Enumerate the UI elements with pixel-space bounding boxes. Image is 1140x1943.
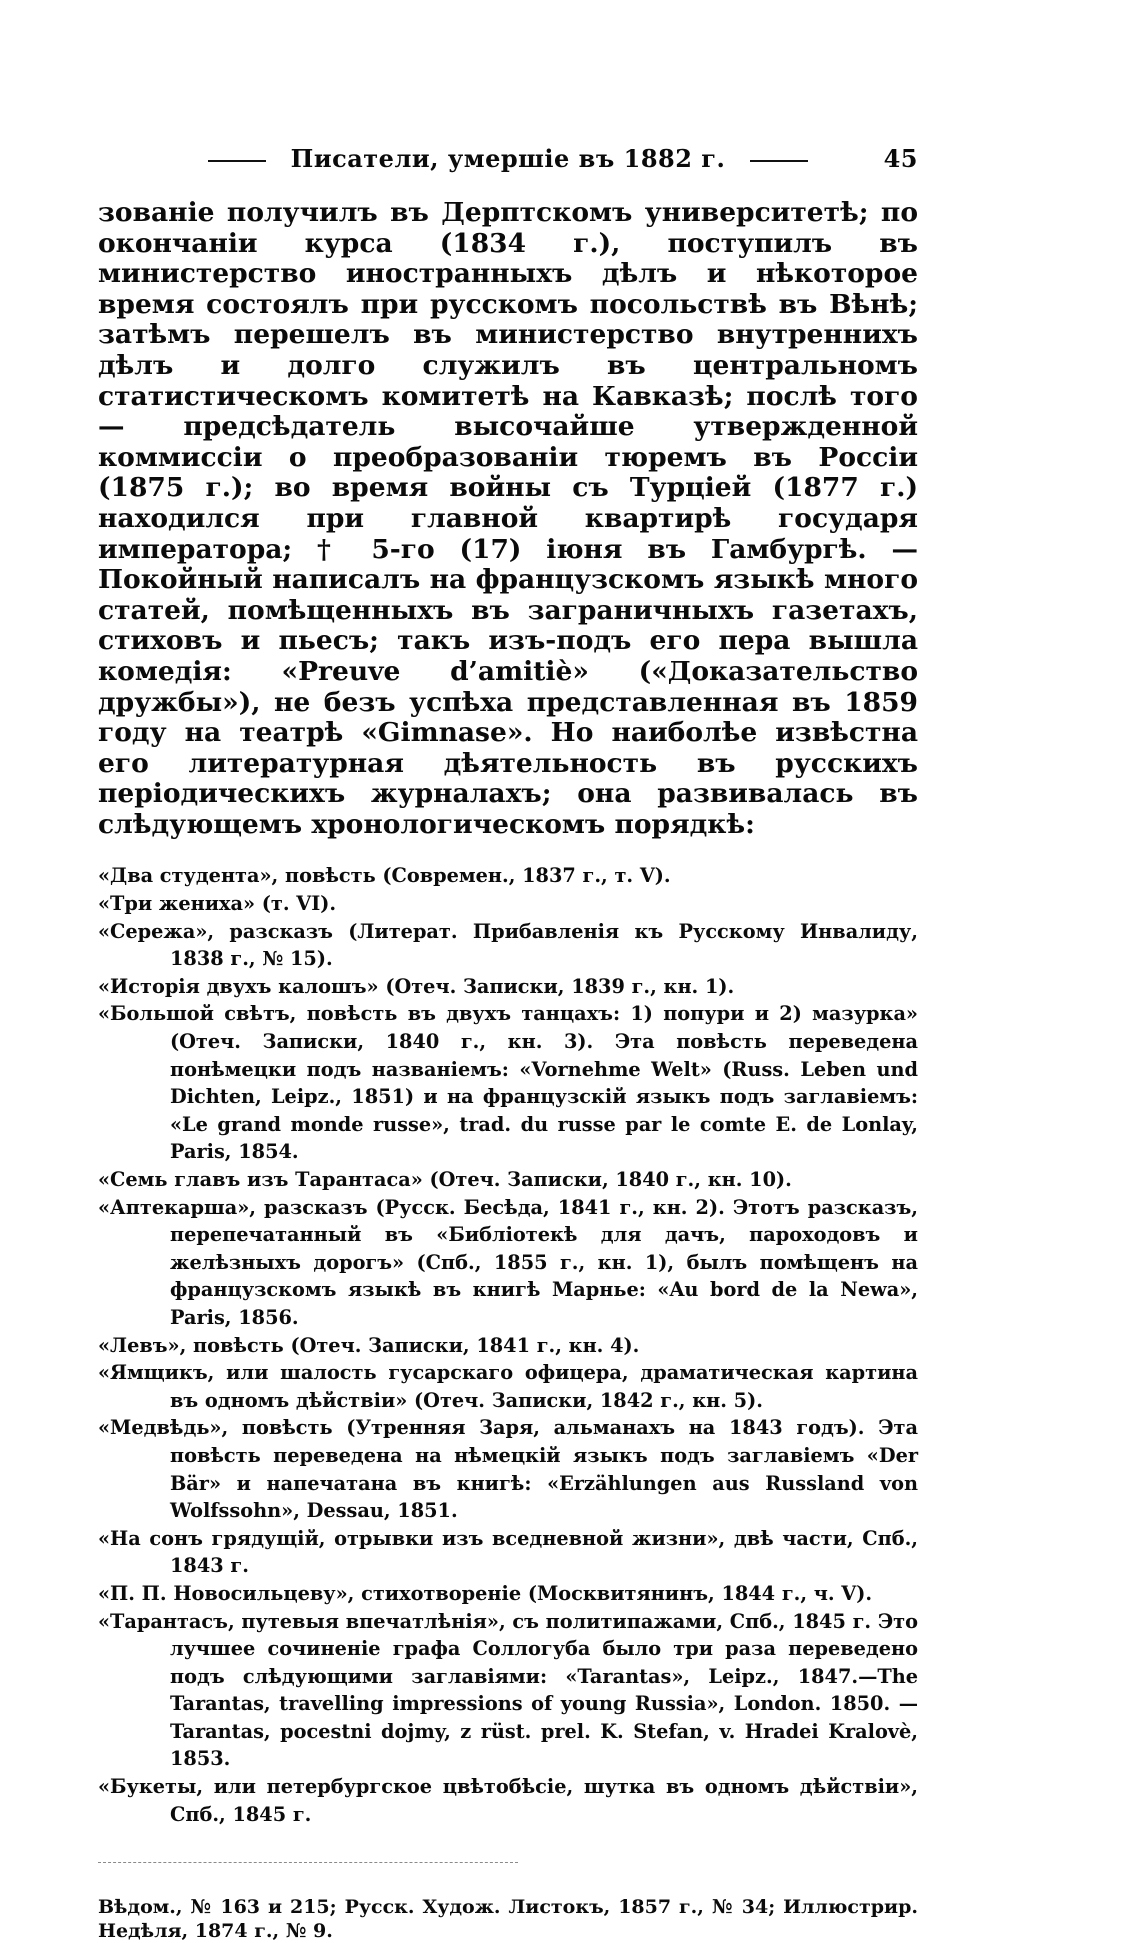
bibliography-entry: «Ямщикъ, или шалость гусарскаго офицера, драматическая картина въ одномъ дѣйствіи» (Отеч. Записки, 1842 г., кн. 5). [98, 1361, 918, 1412]
main-text [98, 198, 918, 840]
bibliography-list [98, 862, 918, 1828]
page-number: 45 [883, 144, 918, 173]
bibliography-entry: «Большой свѣтъ, повѣсть въ двухъ танцахъ: 1) попури и 2) мазурка» (Отеч. Записки, 1840 г., кн. 3). Эта повѣсть переведена понѣмецки подъ названіемъ: «Vornehme Welt» (Russ. Leben und Dichten, Leipz., 1851) и на французскій языкъ подъ заглавіемъ: «Le grand monde russe», trad. du russe par le comte E. de Lonlay, Paris, 1854. [98, 1002, 918, 1164]
bibliography-entry: «Медвѣдь», повѣсть (Утренняя Заря, альманахъ на 1843 годъ). Эта повѣсть переведена на нѣмецкій языкъ подъ заглавіемъ «Der Bär» и напечатана въ книгѣ: «Erzählungen aus Russland von Wolfssohn», Dessau, 1851. [98, 1416, 918, 1523]
running-header [98, 144, 918, 180]
bibliography-entry: «Три жениха» (т. VI). [98, 892, 337, 916]
bibliography-entry: «Семь главъ изъ Тарантаса» (Отеч. Записки, 1840 г., кн. 10). [98, 1168, 792, 1191]
bibliography-entry: «Исторія двухъ калошъ» (Отеч. Записки, 1839 г., кн. 1). [98, 974, 735, 998]
bibliography-entry: «Аптекарша», разсказъ (Русск. Бесѣда, 1841 г., кн. 2). Этотъ разсказъ, перепечатанный въ «Библіотекѣ для дачъ, пароходовъ и желѣзныхъ дорогъ» (Спб., 1855 г., кн. 1), былъ помѣщенъ на французскомъ языкѣ въ книгѣ Марнье: «Au bord de la Newa», Paris, 1856. [98, 1195, 918, 1329]
body-paragraph: зованіе получилъ въ Дерптскомъ университетѣ; по окончаніи курса (1834 г.), поступилъ въ министерство иностранныхъ дѣлъ и нѣкоторое время состоялъ при русскомъ посольствѣ въ Вѣнѣ; затѣмъ перешелъ въ министерство внутреннихъ дѣлъ и долго служилъ въ центральномъ статистическомъ комитетѣ на Кавказѣ; послѣ того — предсѣдатель высочайше утвержденной коммиссіи о преобразованіи тюремъ въ Россіи (1875 г.); во время войны съ Турціей (1877 г.) находился при главной квартирѣ государя императора; † 5-го (17) іюня въ Гамбургѣ. — Покойный написалъ на французскомъ языкѣ много статей, помѣщенныхъ въ заграничныхъ газетахъ, стиховъ и пьесъ; такъ изъ-подъ его пера вышла комедія: «Preuve d’amitiè» («Доказательство дружбы»), не безъ успѣха представленная въ 1859 году на театрѣ «Gimnase». Но наиболѣе извѣстна его литературная дѣятельность въ русскихъ періодическихъ журналахъ; она развивалась въ слѣдующемъ хронологическомъ порядкѣ: [98, 197, 918, 840]
footnote-separator [98, 1862, 518, 1863]
bibliography-entry: «Букеты, или петербургское цвѣтобѣсіе, шутка въ одномъ дѣйствіи», Спб., 1845 г. [98, 1775, 918, 1826]
header-rule-right [750, 160, 808, 162]
bibliography-entry: «Тарантасъ, путевыя впечатлѣнія», съ политипажами, Спб., 1845 г. Это лучшее сочиненіе графа Соллогуба было три раза переведено подъ слѣдующими заглавіями: «Tarantas», Leipz., 1847.—The Tarantas, travelling impressions of young Russia», London. 1850. — Tarantas, pocestni dojmy, z rüst. prel. K. Stefan, v. Hradei Kralovè, 1853. [98, 1609, 918, 1771]
footnote: Вѣдом., № 163 и 215; Русск. Худож. Листокъ, 1857 г., № 34; Иллюстрир. Недѣля, 1874 г., № 9. [98, 1896, 918, 1943]
bibliography-entry: «На сонъ грядущій, отрывки изъ вседневной жизни», двѣ части, Спб., 1843 г. [98, 1526, 918, 1578]
header-title: Писатели, умершіе въ 1882 г. [290, 144, 726, 173]
bibliography-entry: «Левъ», повѣсть (Отеч. Записки, 1841 г., кн. 4). [98, 1333, 640, 1357]
bibliography-entry: «П. П. Новосильцеву», стихотвореніе (Москвитянинъ, 1844 г., ч. V). [98, 1581, 873, 1605]
header-rule-left [208, 160, 266, 162]
bibliography-entry: «Сережа», разсказъ (Литерат. Прибавленія къ Русскому Инвалиду, 1838 г., № 15). [98, 919, 918, 971]
bibliography-entry: «Два студента», повѣсть (Современ., 1837 г., т. V). [98, 864, 671, 888]
